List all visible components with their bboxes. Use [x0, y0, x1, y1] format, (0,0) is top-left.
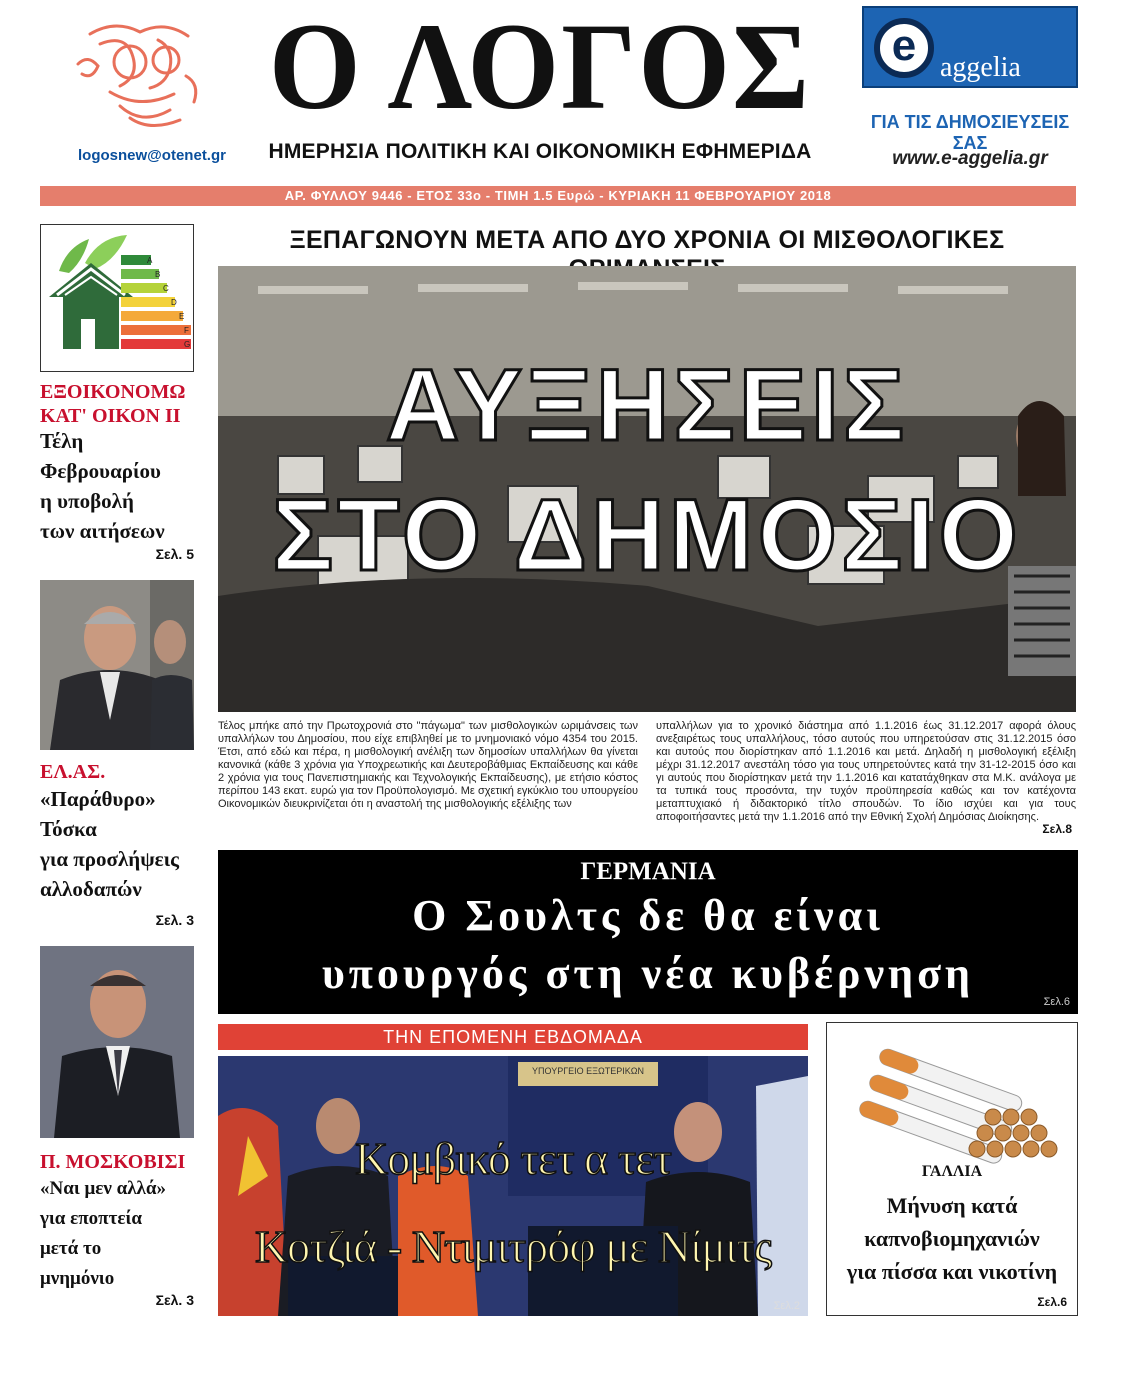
main-headline-line1: ΑΥΞΗΣΕΙΣ — [385, 348, 909, 462]
france-story[interactable] — [826, 1022, 1078, 1316]
cigarettes-image — [843, 1033, 1061, 1169]
france-page-ref[interactable]: Σελ.6 — [1037, 1295, 1067, 1309]
elas-story[interactable] — [40, 784, 200, 904]
main-office-photo[interactable] — [218, 266, 1076, 712]
energy-category-line1: ΕΞΟΙΚΟΝΟΜΩ — [40, 381, 186, 403]
moscovici-story-line: μετά το — [40, 1238, 102, 1259]
moscovici-story-line: μνημόνιο — [40, 1268, 115, 1289]
energy-letter: E — [179, 312, 185, 321]
energy-letter: G — [184, 340, 191, 349]
energy-letter: F — [184, 326, 189, 335]
next-week-page-ref[interactable]: Σελ.2 — [773, 1300, 800, 1312]
energy-letter: B — [155, 270, 161, 279]
energy-letter: C — [163, 284, 169, 293]
elas-category: ΕΛ.ΑΣ. — [40, 761, 106, 783]
energy-house-icon — [41, 225, 193, 371]
main-body-column-right: υπαλλήλων για το χρονικό διάστημα από 1.1.2016 έως 31.12.2017 αφορά όλους ανεξαιρέτως τους υπαλλήλους, τόσο αυτούς που υπηρετούσαν στις 31.12.2015 όσο και αυτούς που διορίστηκαν από 1.1.2016 και μετά. Δηλαδή η μισθολογική εξέλιξη μέχρι 31.12.2017 ανεστάλη τόσο για τους υπηρετούντες κατά την 31-12-2015 όσο και γι αυτούς που διορίστηκαν μετά την 1.1.2016 και κατατάχθηκαν στα Μ.Κ. ανάλογα με τα τυπικά τους προσόντα, την τυχόν προϋπηρεσία καθώς και τον κατέχοντα μεταπτυχιακό ή διδακτορικό τίτλο σπουδών. Το ίδιο ισχύει και για τους αποφοιτήσαντες μετά την 1.1.2016 από την Εθνική Σχολή Δημόσιας Διοίκησης. — [656, 720, 1076, 823]
next-week-headline-line2: Κοτζιά - Ντιμιτρόφ με Νίμιτς — [254, 1221, 772, 1272]
eaggelia-ad-logo[interactable] — [862, 6, 1078, 88]
france-headline-line: για πίσσα και νικοτίνη — [846, 1259, 1058, 1284]
masthead-title: Ο ΛΟΓΟΣ — [268, 0, 812, 136]
main-kicker: ΞΕΠΑΓΩΝΟΥΝ ΜΕΤΑ ΑΠΟ ΔΥΟ ΧΡΟΝΙΑ ΟΙ ΜΙΣΘΟΛΟΓΙΚΕΣ — [289, 226, 1005, 254]
germany-kicker: ΓΕΡΜΑΝΙΑ — [580, 858, 716, 885]
elas-story-line: αλλοδαπών — [40, 877, 142, 901]
germany-story[interactable] — [218, 850, 1078, 1014]
masthead-subtitle: ΗΜΕΡΗΣΙΑ ΠΟΛΙΤΙΚΗ ΚΑΙ ΟΙΚΟΝΟΜΙΚΗ ΕΦΗΜΕΡΙΔΑ — [268, 140, 812, 163]
elas-story-line: Τόσκα — [40, 817, 97, 841]
france-headline — [827, 1189, 1077, 1288]
next-week-photo-art — [218, 1056, 808, 1316]
moscovici-story[interactable] — [40, 1174, 200, 1294]
energy-category — [40, 380, 200, 428]
germany-page-ref[interactable]: Σελ.6 — [1043, 996, 1070, 1008]
next-week-bar: ΤΗΝ ΕΠΟΜΕΝΗ ΕΒΔΟΜΑΔΑ — [218, 1024, 808, 1050]
moscovici-page-ref[interactable]: Σελ. 3 — [155, 1292, 194, 1308]
germany-headline-line2: υπουργός στη νέα κυβέρνηση — [321, 949, 975, 998]
energy-story[interactable] — [40, 426, 200, 546]
eaggelia-wordmark: aggelia — [940, 52, 1021, 83]
main-page-ref[interactable]: Σελ.8 — [1042, 822, 1072, 836]
moscovici-category: Π. ΜΟΣΚΟΒΙΣΙ — [40, 1151, 186, 1173]
moscovici-photo[interactable] — [40, 946, 194, 1138]
energy-story-line: η υποβολή — [40, 489, 134, 513]
energy-page-ref[interactable]: Σελ. 5 — [155, 546, 194, 562]
eaggelia-url[interactable]: www.e-aggelia.gr — [892, 148, 1048, 169]
france-headline-line: Μήνυση κατά — [886, 1193, 1018, 1218]
next-week-photo[interactable] — [218, 1056, 808, 1316]
newspaper-logo-figures — [70, 14, 210, 140]
moscovici-story-line: «Ναι μεν αλλά» — [40, 1178, 166, 1199]
energy-story-line: Τέλη — [40, 429, 84, 453]
energy-category-line2: ΚΑΤ' ΟΙΚΟΝ ΙΙ — [40, 405, 181, 427]
energy-story-line: των αιτήσεων — [40, 519, 165, 543]
issue-info-bar: ΑΡ. ΦΥΛΛΟΥ 9446 - ΕΤΟΣ 33ο - ΤΙΜΗ 1.5 Ευρώ - ΚΥΡΙΑΚΗ 11 ΦΕΒΡΟΥΑΡΙΟΥ 2018 — [40, 186, 1076, 206]
energy-label-image[interactable] — [40, 224, 194, 372]
toskas-photo[interactable] — [40, 580, 194, 750]
elas-story-line: «Παράθυρο» — [40, 787, 156, 811]
elas-page-ref[interactable]: Σελ. 3 — [155, 912, 194, 928]
moscovici-story-line: για εποπτεία — [40, 1208, 142, 1229]
next-week-headline-line1: Κομβικό τετ α τετ — [354, 1133, 671, 1184]
main-headline-line2: ΣΤΟ ΔΗΜΟΣΙΟ — [272, 478, 1022, 592]
france-headline-line: καπνοβιομηχανιών — [864, 1226, 1040, 1251]
energy-story-line: Φεβρουαρίου — [40, 459, 161, 483]
elas-story-line: για προσλήψεις — [40, 847, 180, 871]
germany-headline-line1: Ο Σουλτς δε θα είναι — [412, 891, 884, 940]
energy-letter: A — [147, 256, 153, 265]
contact-email[interactable]: logosnew@otenet.gr — [78, 147, 226, 164]
eaggelia-slogan: ΓΙΑ ΤΙΣ ΔΗΜΟΣΙΕΥΣΕΙΣ ΣΑΣ — [870, 112, 1070, 153]
eaggelia-e-icon: e — [874, 18, 934, 78]
main-body-column-left: Τέλος μπήκε από την Πρωτοχρονιά στο "πάγωμα" των μισθολογικών ωριμάνσεις των υπαλλήλων του Δημοσίου, που είχε επιβληθεί με το μνημονιακό νόμο 4354 του 2015. Έτσι, από εδώ και πέρα, η μισθολογική ανέλιξη των δημοσίων υπαλλήλων θα γίνεται κανονικά (κάθε 3 χρόνια για Υποχρεωτικής και Δευτεροβάθμιας Εκπαίδευσης και κάθε 2 χρόνια για τους Πανεπιστημιακής και Τεχνολογικής Εκπαίδευσης), με ετήσιο κόστος περίπου 143 εκατ. ευρώ για τον Προϋπολογισμό. Με σχετική εγκύκλιο του υπουργείου Οικονομικών διευκρινίζεται ότι η αναστολή της μισθολογικής εξέλιξης των — [218, 720, 638, 810]
france-category: ΓΑΛΛΙΑ — [921, 1163, 983, 1180]
podium-sign: ΥΠΟΥΡΓΕΙΟ ΕΞΩΤΕΡΙΚΩΝ — [532, 1066, 644, 1076]
energy-letter: D — [171, 298, 177, 307]
